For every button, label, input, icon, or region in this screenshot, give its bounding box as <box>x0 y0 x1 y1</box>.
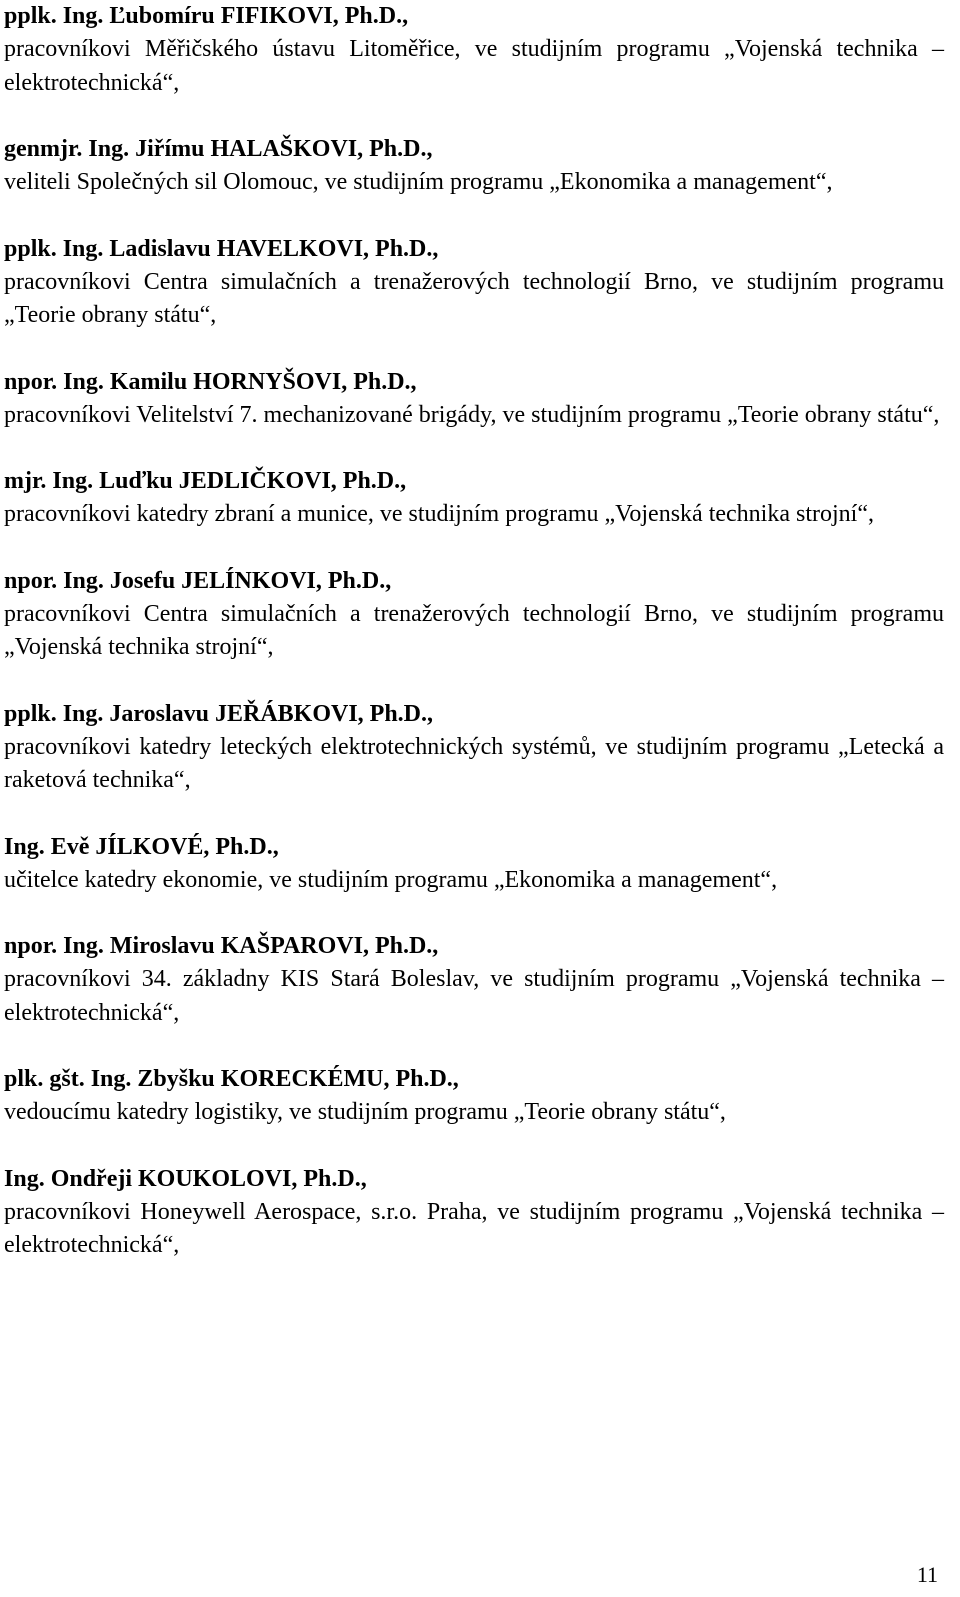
entry-gap <box>4 200 944 233</box>
entry-description: veliteli Společných sil Olomouc, ve studijním programu „Ekonomika a management“, <box>4 169 833 195</box>
entry-name: Ing. Evě JÍLKOVÉ, Ph.D., <box>4 833 279 860</box>
entry-jedlicka <box>4 465 944 532</box>
entry-halasek <box>4 133 944 200</box>
entry-name: plk. gšt. Ing. Zbyšku KORECKÉMU, Ph.D., <box>4 1066 459 1092</box>
entry-koukol <box>4 1163 944 1263</box>
entry-name: pplk. Ing. Jaroslavu JEŘÁBKOVI, Ph.D., <box>4 700 433 727</box>
entry-name: pplk. Ing. Ladislavu HAVELKOVI, Ph.D., <box>4 235 439 262</box>
entry-gap <box>4 100 944 133</box>
entry-name: npor. Ing. Miroslavu KAŠPAROVI, Ph.D., <box>4 933 439 959</box>
entry-name: npor. Ing. Kamilu HORNYŠOVI, Ph.D., <box>4 368 417 395</box>
entry-havelka <box>4 233 944 333</box>
entry-korecky <box>4 1063 944 1130</box>
entry-description: pracovníkovi Velitelství 7. mechanizované brigády, ve studijním programu „Teorie obrany státu“, <box>4 401 940 428</box>
entry-description: pracovníkovi Měřičského ústavu Litoměřice, ve studijním programu „Vojenská technika – elektrotechnická“, <box>4 36 944 96</box>
entry-gap <box>4 897 944 930</box>
entry-kasparov <box>4 930 944 1030</box>
document-page <box>4 0 944 1263</box>
entry-gap <box>4 532 944 565</box>
entry-description: pracovníkovi Honeywell Aerospace, s.r.o. Praha, ve studijním programu „Vojenská technika – elektrotechnická“, <box>4 1198 944 1258</box>
entry-name: genmjr. Ing. Jiřímu HALAŠKOVI, Ph.D., <box>4 136 433 162</box>
entry-fifik <box>4 0 944 100</box>
entry-description: pracovníkovi 34. základny KIS Stará Boleslav, ve studijním programu „Vojenská technika – elektrotechnická“, <box>4 966 944 1026</box>
entry-description: vedoucímu katedry logistiky, ve studijním programu „Teorie obrany státu“, <box>4 1099 726 1125</box>
page-number: 11 <box>916 1562 938 1587</box>
entry-description: pracovníkovi katedry leteckých elektrotechnických systémů, ve studijním programu „Letecká a raketová technika“, <box>4 733 944 793</box>
entry-description: pracovníkovi Centra simulačních a trenažerových technologií Brno, ve studijním programu „Vojenská technika strojní“, <box>4 600 944 660</box>
entry-jerabek <box>4 698 944 798</box>
entry-description: pracovníkovi Centra simulačních a trenažerových technologií Brno, ve studijním programu „Teorie obrany státu“, <box>4 268 944 328</box>
entry-name: mjr. Ing. Luďku JEDLIČKOVI, Ph.D., <box>4 468 407 494</box>
entry-name: Ing. Ondřeji KOUKOLOVI, Ph.D., <box>4 1165 367 1192</box>
entry-gap <box>4 432 944 465</box>
entry-name: npor. Ing. Josefu JELÍNKOVI, Ph.D., <box>4 567 392 594</box>
entry-gap <box>4 333 944 366</box>
entry-name: pplk. Ing. Ľubomíru FIFIKOVI, Ph.D., <box>4 3 409 29</box>
entry-gap <box>4 665 944 698</box>
entry-description: učitelce katedry ekonomie, ve studijním programu „Ekonomika a management“, <box>4 866 778 893</box>
entry-gap <box>4 798 944 831</box>
entry-description: pracovníkovi katedry zbraní a munice, ve studijním programu „Vojenská technika strojní“, <box>4 501 874 527</box>
entry-gap <box>4 1030 944 1063</box>
entry-hornys <box>4 366 944 433</box>
entry-gap <box>4 1130 944 1163</box>
entry-jelinek <box>4 565 944 665</box>
entry-jilkova <box>4 831 944 898</box>
